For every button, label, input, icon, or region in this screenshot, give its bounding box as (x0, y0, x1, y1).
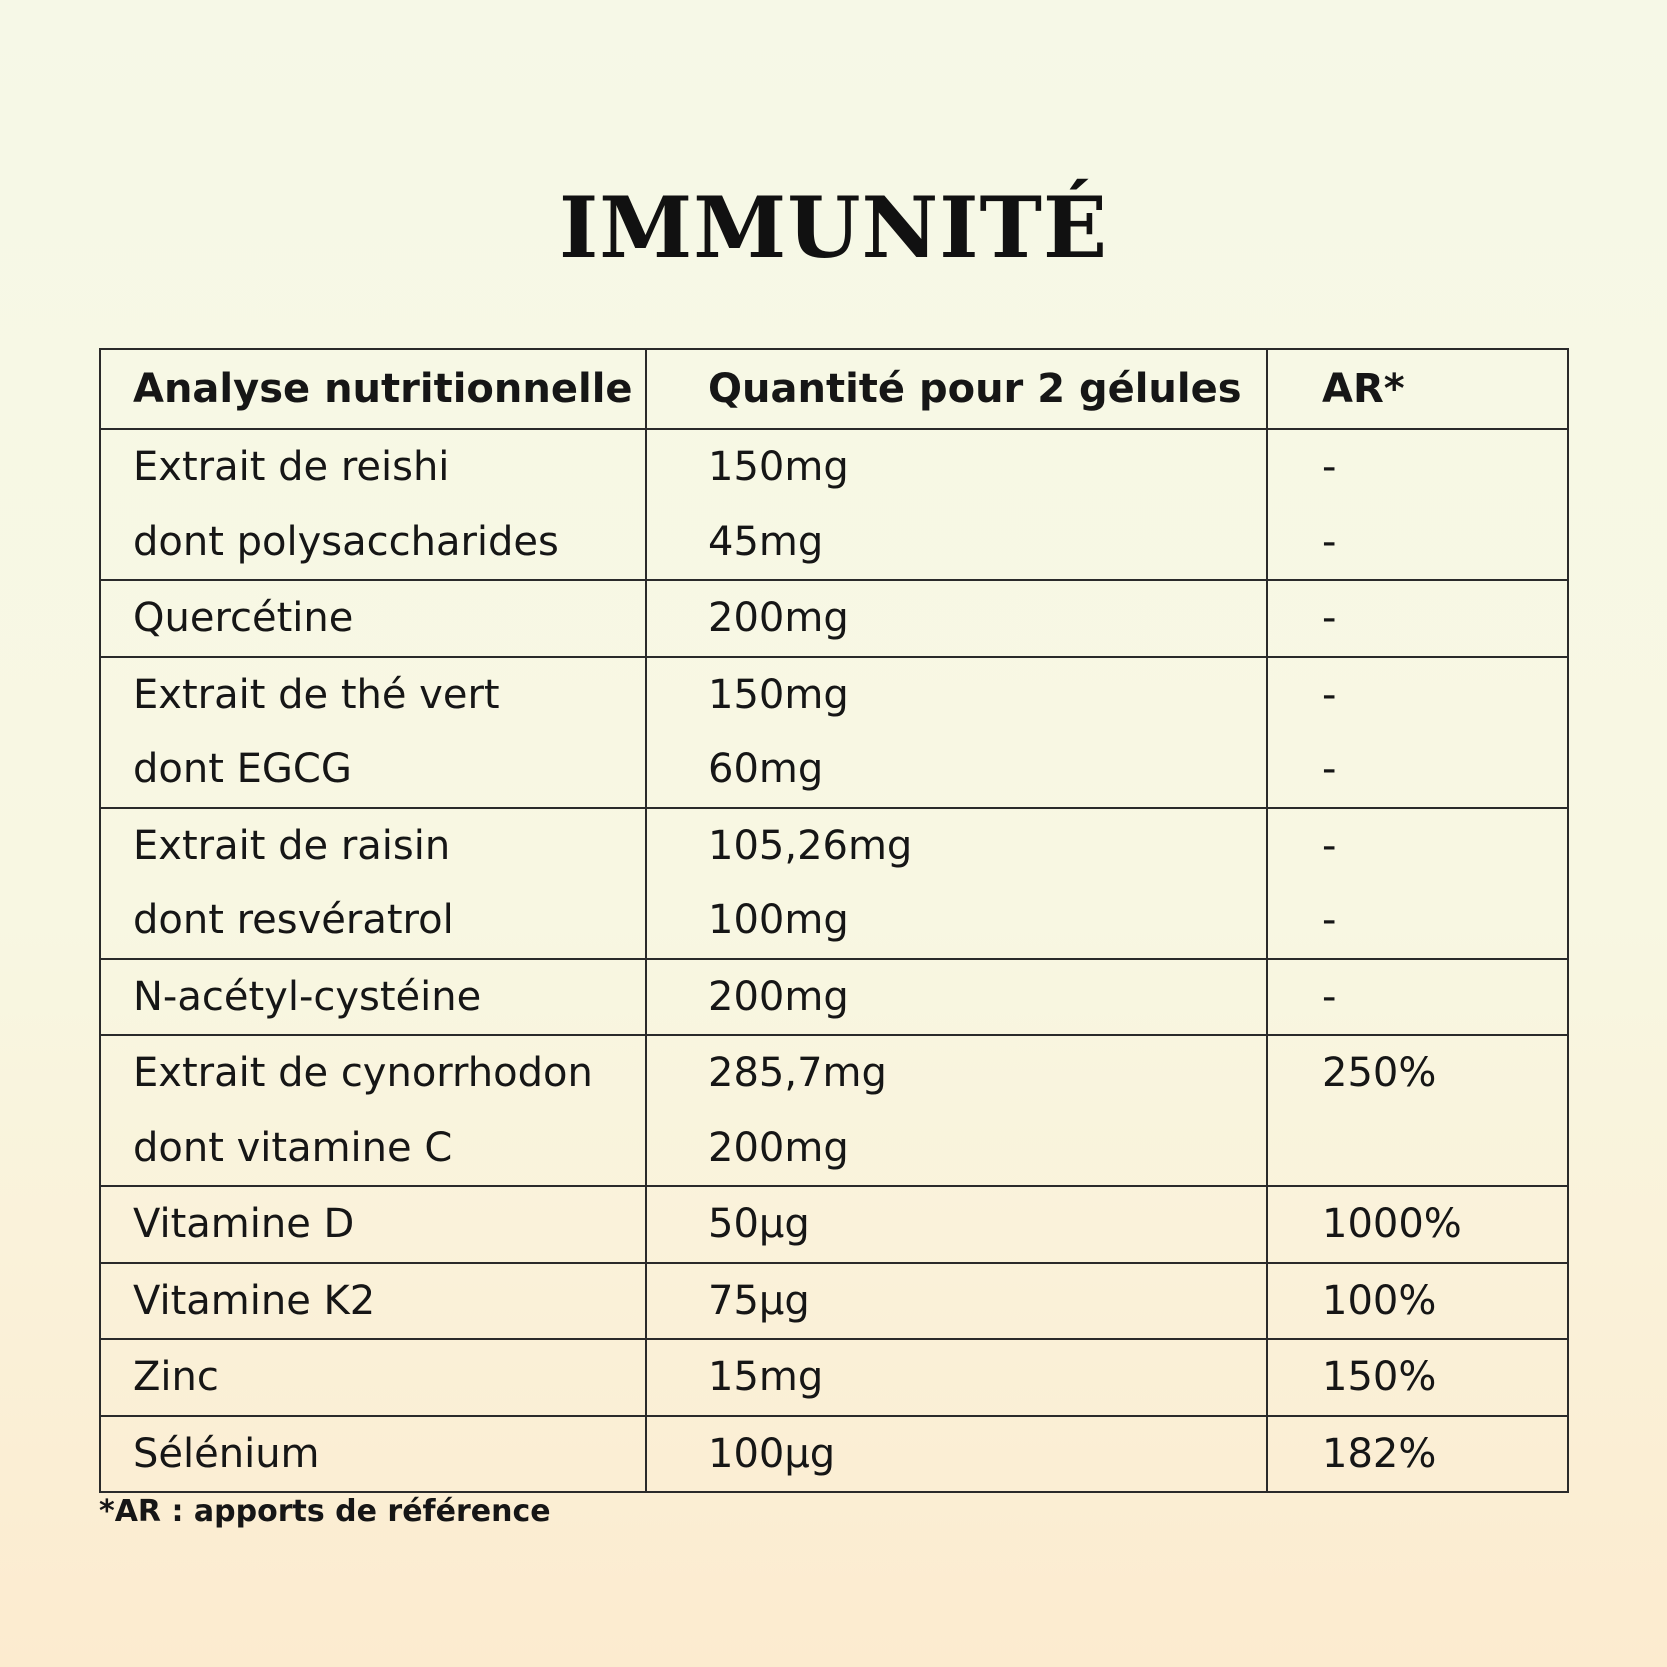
footnote: *AR : apports de référence (99, 1494, 551, 1529)
ingredient-name: Extrait de raisin (133, 822, 451, 869)
amount-cell (646, 959, 1267, 1036)
page-title: IMMUNITÉ (558, 178, 1109, 278)
ar-cell (1267, 429, 1568, 580)
ar-value: - (1322, 897, 1337, 943)
table-row (100, 1416, 1568, 1493)
ingredient-name: dont resvératrol (133, 897, 454, 943)
amount-value: 45mg (708, 518, 824, 565)
amount-value: 75µg (708, 1277, 810, 1324)
ar-value: 100% (1322, 1277, 1437, 1324)
ingredient-cell (100, 429, 646, 580)
ar-cell (1267, 1186, 1568, 1263)
ingredient-name: Extrait de cynorrhodon (133, 1050, 593, 1096)
ingredient-name: Quercétine (133, 595, 354, 641)
table-row (100, 959, 1568, 1036)
amount-cell (646, 429, 1267, 580)
amount-value: 100µg (708, 1430, 836, 1477)
amount-cell (646, 1339, 1267, 1416)
ingredient-name: dont polysaccharides (133, 518, 559, 565)
ar-cell (1267, 657, 1568, 808)
amount-cell (646, 1416, 1267, 1493)
amount-value: 150mg (708, 671, 849, 718)
header-label: AR* (1322, 366, 1405, 412)
ar-value: 1000% (1322, 1201, 1462, 1247)
amount-value: 50µg (708, 1201, 810, 1247)
ingredient-name: Extrait de thé vert (133, 671, 500, 718)
ingredient-cell (100, 580, 646, 657)
ar-value: - (1322, 595, 1337, 641)
ingredient-cell (100, 959, 646, 1036)
ingredient-cell (100, 1186, 646, 1263)
amount-value: 200mg (708, 973, 849, 1020)
ingredient-cell (100, 1263, 646, 1340)
ar-cell (1267, 580, 1568, 657)
amount-cell (646, 580, 1267, 657)
header-nutritional-analysis (100, 349, 646, 429)
table-row (100, 429, 1568, 580)
table-row (100, 580, 1568, 657)
header-label: Quantité pour 2 gélules (708, 366, 1242, 412)
ar-cell (1267, 1416, 1568, 1493)
ar-value (1322, 1111, 1567, 1186)
header-ar (1267, 349, 1568, 429)
nutrition-table (99, 348, 1569, 1493)
ar-cell (1267, 808, 1568, 959)
ar-value: 250% (1322, 1050, 1437, 1096)
table-header-row (100, 349, 1568, 429)
table-row (100, 1035, 1568, 1186)
ingredient-cell (100, 1339, 646, 1416)
ar-cell (1267, 1263, 1568, 1340)
ingredient-name: Zinc (133, 1354, 219, 1400)
amount-cell (646, 1186, 1267, 1263)
ingredient-cell (100, 1035, 646, 1186)
header-label: Analyse nutritionnelle (133, 366, 633, 412)
ar-cell (1267, 959, 1568, 1036)
ar-value: - (1322, 822, 1337, 869)
amount-value: 100mg (708, 897, 849, 943)
ingredient-name: dont EGCG (133, 746, 352, 792)
amount-cell (646, 1035, 1267, 1186)
ingredient-name: Vitamine K2 (133, 1277, 376, 1324)
table-row (100, 1263, 1568, 1340)
amount-value: 150mg (708, 444, 849, 490)
table-row (100, 657, 1568, 808)
ingredient-cell (100, 1416, 646, 1493)
ar-value: - (1322, 671, 1337, 718)
ingredient-name: dont vitamine C (133, 1124, 453, 1171)
amount-cell (646, 1263, 1267, 1340)
table-row (100, 808, 1568, 959)
ingredient-cell (100, 657, 646, 808)
ar-value: 150% (1322, 1354, 1437, 1400)
ar-cell (1267, 1035, 1568, 1186)
amount-value: 60mg (708, 746, 824, 792)
ingredient-name: Vitamine D (133, 1201, 355, 1247)
ingredient-name: N-acétyl-cystéine (133, 973, 482, 1020)
ar-value: - (1322, 444, 1337, 490)
ingredient-cell (100, 808, 646, 959)
amount-cell (646, 657, 1267, 808)
ingredient-name: Sélénium (133, 1430, 320, 1477)
ingredient-name: Extrait de reishi (133, 444, 450, 490)
ar-value: - (1322, 746, 1337, 792)
amount-value: 105,26mg (708, 822, 913, 869)
table-row (100, 1186, 1568, 1263)
ar-value: 182% (1322, 1430, 1437, 1477)
table-row (100, 1339, 1568, 1416)
amount-value: 200mg (708, 595, 849, 641)
ar-value: - (1322, 518, 1337, 565)
amount-value: 200mg (708, 1124, 849, 1171)
amount-value: 15mg (708, 1354, 824, 1400)
ar-value: - (1322, 973, 1337, 1020)
amount-value: 285,7mg (708, 1050, 887, 1096)
header-quantity (646, 349, 1267, 429)
amount-cell (646, 808, 1267, 959)
ar-cell (1267, 1339, 1568, 1416)
